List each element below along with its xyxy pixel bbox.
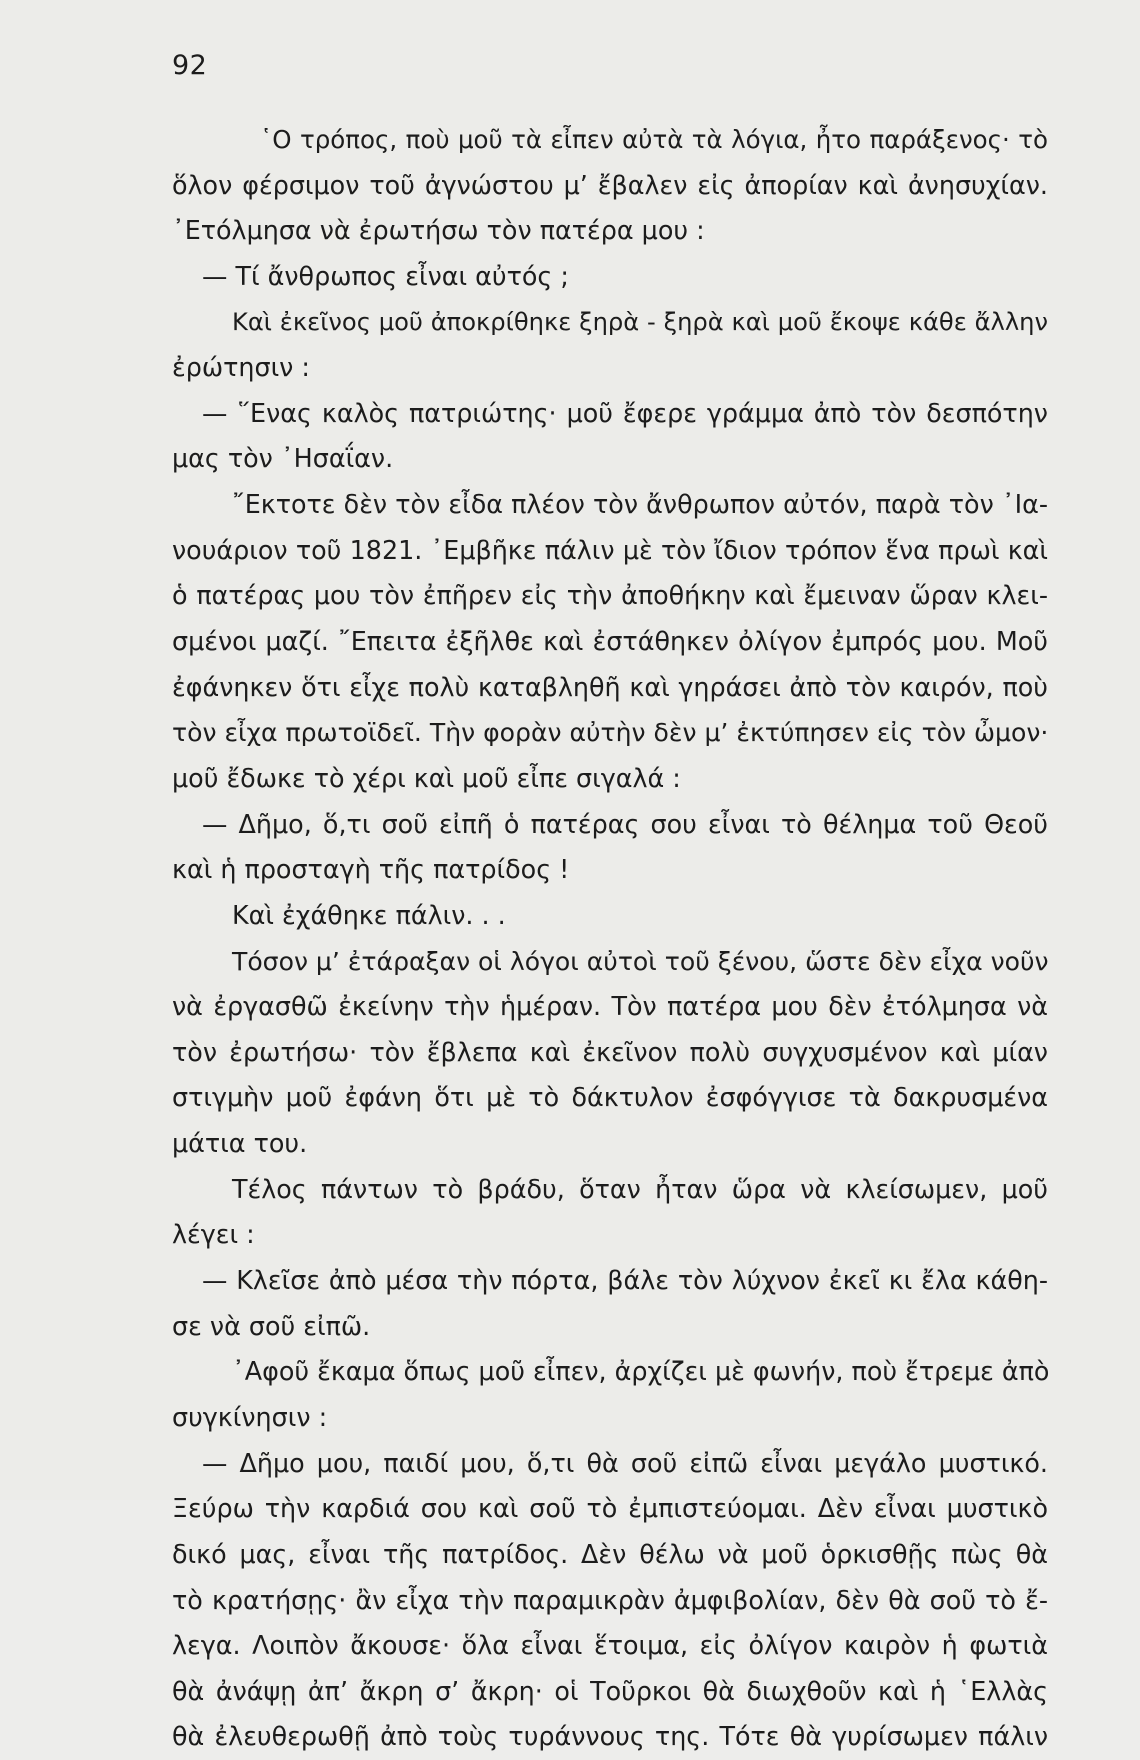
text-line: ἐρώτησιν :	[172, 352, 310, 383]
text-line: — Δῆμο, ὅ,τι σοῦ εἰπῆ ὁ πατέρας σου εἶναι τὸ θέλημα τοῦ Θεοῦ	[202, 808, 1048, 839]
text-line: ὅλον φέρσιμον τοῦ ἀγνώστου μ’ ἔβαλεν εἰς ἀπορίαν καὶ ἀνησυχίαν.	[172, 169, 1048, 200]
text-line: θὰ ἐλευθερωθῇ ἀπὸ τοὺς τυράννους της. Τότε θὰ γυρίσωμεν πάλιν	[172, 1721, 1048, 1752]
text-line: στιγμὴν μοῦ ἐφάνη ὅτι μὲ τὸ δάκτυλον ἐσφόγγισε τὰ δακρυσμένα	[172, 1082, 1048, 1113]
text-line: δικό μας, εἶναι τῆς πατρίδος. Δὲν θέλω νὰ μοῦ ὁρκισθῇς πὼς θὰ	[172, 1538, 1048, 1569]
text-line: μας τὸν ᾿Ησαΐαν.	[172, 443, 394, 474]
text-line: μοῦ ἔδωκε τὸ χέρι καὶ μοῦ εἶπε σιγαλά :	[172, 762, 681, 793]
text-line: ᾿Αφοῦ ἔκαμα ὅπως μοῦ εἶπεν, ἀρχίζει μὲ φωνήν, ποὺ ἔτρεμε ἀπὸ	[232, 1356, 1050, 1387]
text-line: τὸν ἐρωτήσω· τὸν ἔβλεπα καὶ ἐκεῖνον πολὺ συγχυσμένον καὶ μίαν	[172, 1036, 1048, 1067]
text-line: λέγει :	[172, 1219, 255, 1250]
text-line: Καὶ ἐκεῖνος μοῦ ἀποκρίθηκε ξηρὰ - ξηρὰ καὶ μοῦ ἔκοψε κάθε ἄλλην	[232, 307, 1048, 336]
text-line: τὸ κρατήσῃς· ἂν εἶχα τὴν παραμικρὰν ἀμφιβολίαν, δὲν θὰ σοῦ τὸ ἔ-	[172, 1584, 1048, 1615]
text-line: νὰ ἐργασθῶ ἐκείνην τὴν ἡμέραν. Τὸν πατέρα μου δὲν ἐτόλμησα νὰ	[172, 991, 1048, 1022]
body-text	[172, 117, 1048, 1760]
text-line: — Τί ἄνθρωπος εἶναι αὐτός ;	[202, 260, 569, 291]
text-line: ᾿Ετόλμησα νὰ ἐρωτήσω τὸν πατέρα μου :	[172, 215, 705, 246]
text-line: συγκίνησιν :	[172, 1401, 328, 1432]
text-line: ῎Εκτοτε δὲν τὸν εἶδα πλέον τὸν ἄνθρωπον αὐτόν, παρὰ τὸν ᾿Ια-	[232, 489, 1048, 520]
page-number: 92	[172, 50, 208, 81]
text-line: τὸν εἶχα πρωτοϊδεῖ. Τὴν φορὰν αὐτὴν δὲν μ’ ἐκτύπησεν εἰς τὸν ὦμον·	[172, 718, 1049, 748]
text-line: — Δῆμο μου, παιδί μου, ὅ,τι θὰ σοῦ εἰπῶ εἶναι μεγάλο μυστικό.	[202, 1447, 1048, 1478]
text-line: Καὶ ἐχάθηκε πάλιν. . .	[232, 899, 506, 930]
text-line: Ξεύρω τὴν καρδιά σου καὶ σοῦ τὸ ἐμπιστεύομαι. Δὲν εἶναι μυστικὸ	[172, 1493, 1048, 1524]
text-line: λεγα. Λοιπὸν ἄκουσε· ὅλα εἶναι ἕτοιμα, εἰς ὀλίγον καιρὸν ἡ φωτιὰ	[172, 1630, 1048, 1661]
text-line: Τόσον μ’ ἐτάραξαν οἱ λόγοι αὐτοὶ τοῦ ξένου, ὥστε δὲν εἶχα νοῦν	[232, 946, 1049, 976]
text-line: — ῞Ενας καλὸς πατριώτης· μοῦ ἔφερε γράμμα ἀπὸ τὸν δεσπότην	[202, 397, 1048, 428]
text-line: σμένοι μαζί. ῎Επειτα ἐξῆλθε καὶ ἐστάθηκεν ὀλίγον ἐμπρός μου. Μοῦ	[172, 626, 1048, 657]
text-line: μάτια του.	[172, 1128, 308, 1159]
text-line: — Κλεῖσε ἀπὸ μέσα τὴν πόρτα, βάλε τὸν λύχνον ἐκεῖ κι ἔλα κάθη-	[202, 1265, 1048, 1296]
text-line: ὁ πατέρας μου τὸν ἐπῆρεν εἰς τὴν ἀποθήκην καὶ ἔμειναν ὥραν κλει-	[172, 580, 1048, 611]
text-line: θὰ ἀνάψῃ ἀπ’ ἄκρη σ’ ἄκρη· οἱ Τοῦρκοι θὰ διωχθοῦν καὶ ἡ ῾Ελλὰς	[172, 1675, 1048, 1706]
text-line: νουάριον τοῦ 1821. ᾿Εμβῆκε πάλιν μὲ τὸν ἴδιον τρόπον ἕνα πρωὶ καὶ	[172, 534, 1048, 565]
text-line: ῾Ο τρόπος, ποὺ μοῦ τὰ εἶπεν αὐτὰ τὰ λόγια, ἦτο παράξενος· τὸ	[260, 125, 1048, 154]
text-line: καὶ ἡ προσταγὴ τῆς πατρίδος !	[172, 854, 570, 885]
text-line: σε νὰ σοῦ εἰπῶ.	[172, 1310, 371, 1341]
text-line: Τέλος πάντων τὸ βράδυ, ὅταν ἦταν ὥρα νὰ κλείσωμεν, μοῦ	[232, 1173, 1048, 1204]
text-line: ἐφάνηκεν ὅτι εἶχε πολὺ καταβληθῆ καὶ γηράσει ἀπὸ τὸν καιρόν, ποὺ	[172, 671, 1048, 702]
